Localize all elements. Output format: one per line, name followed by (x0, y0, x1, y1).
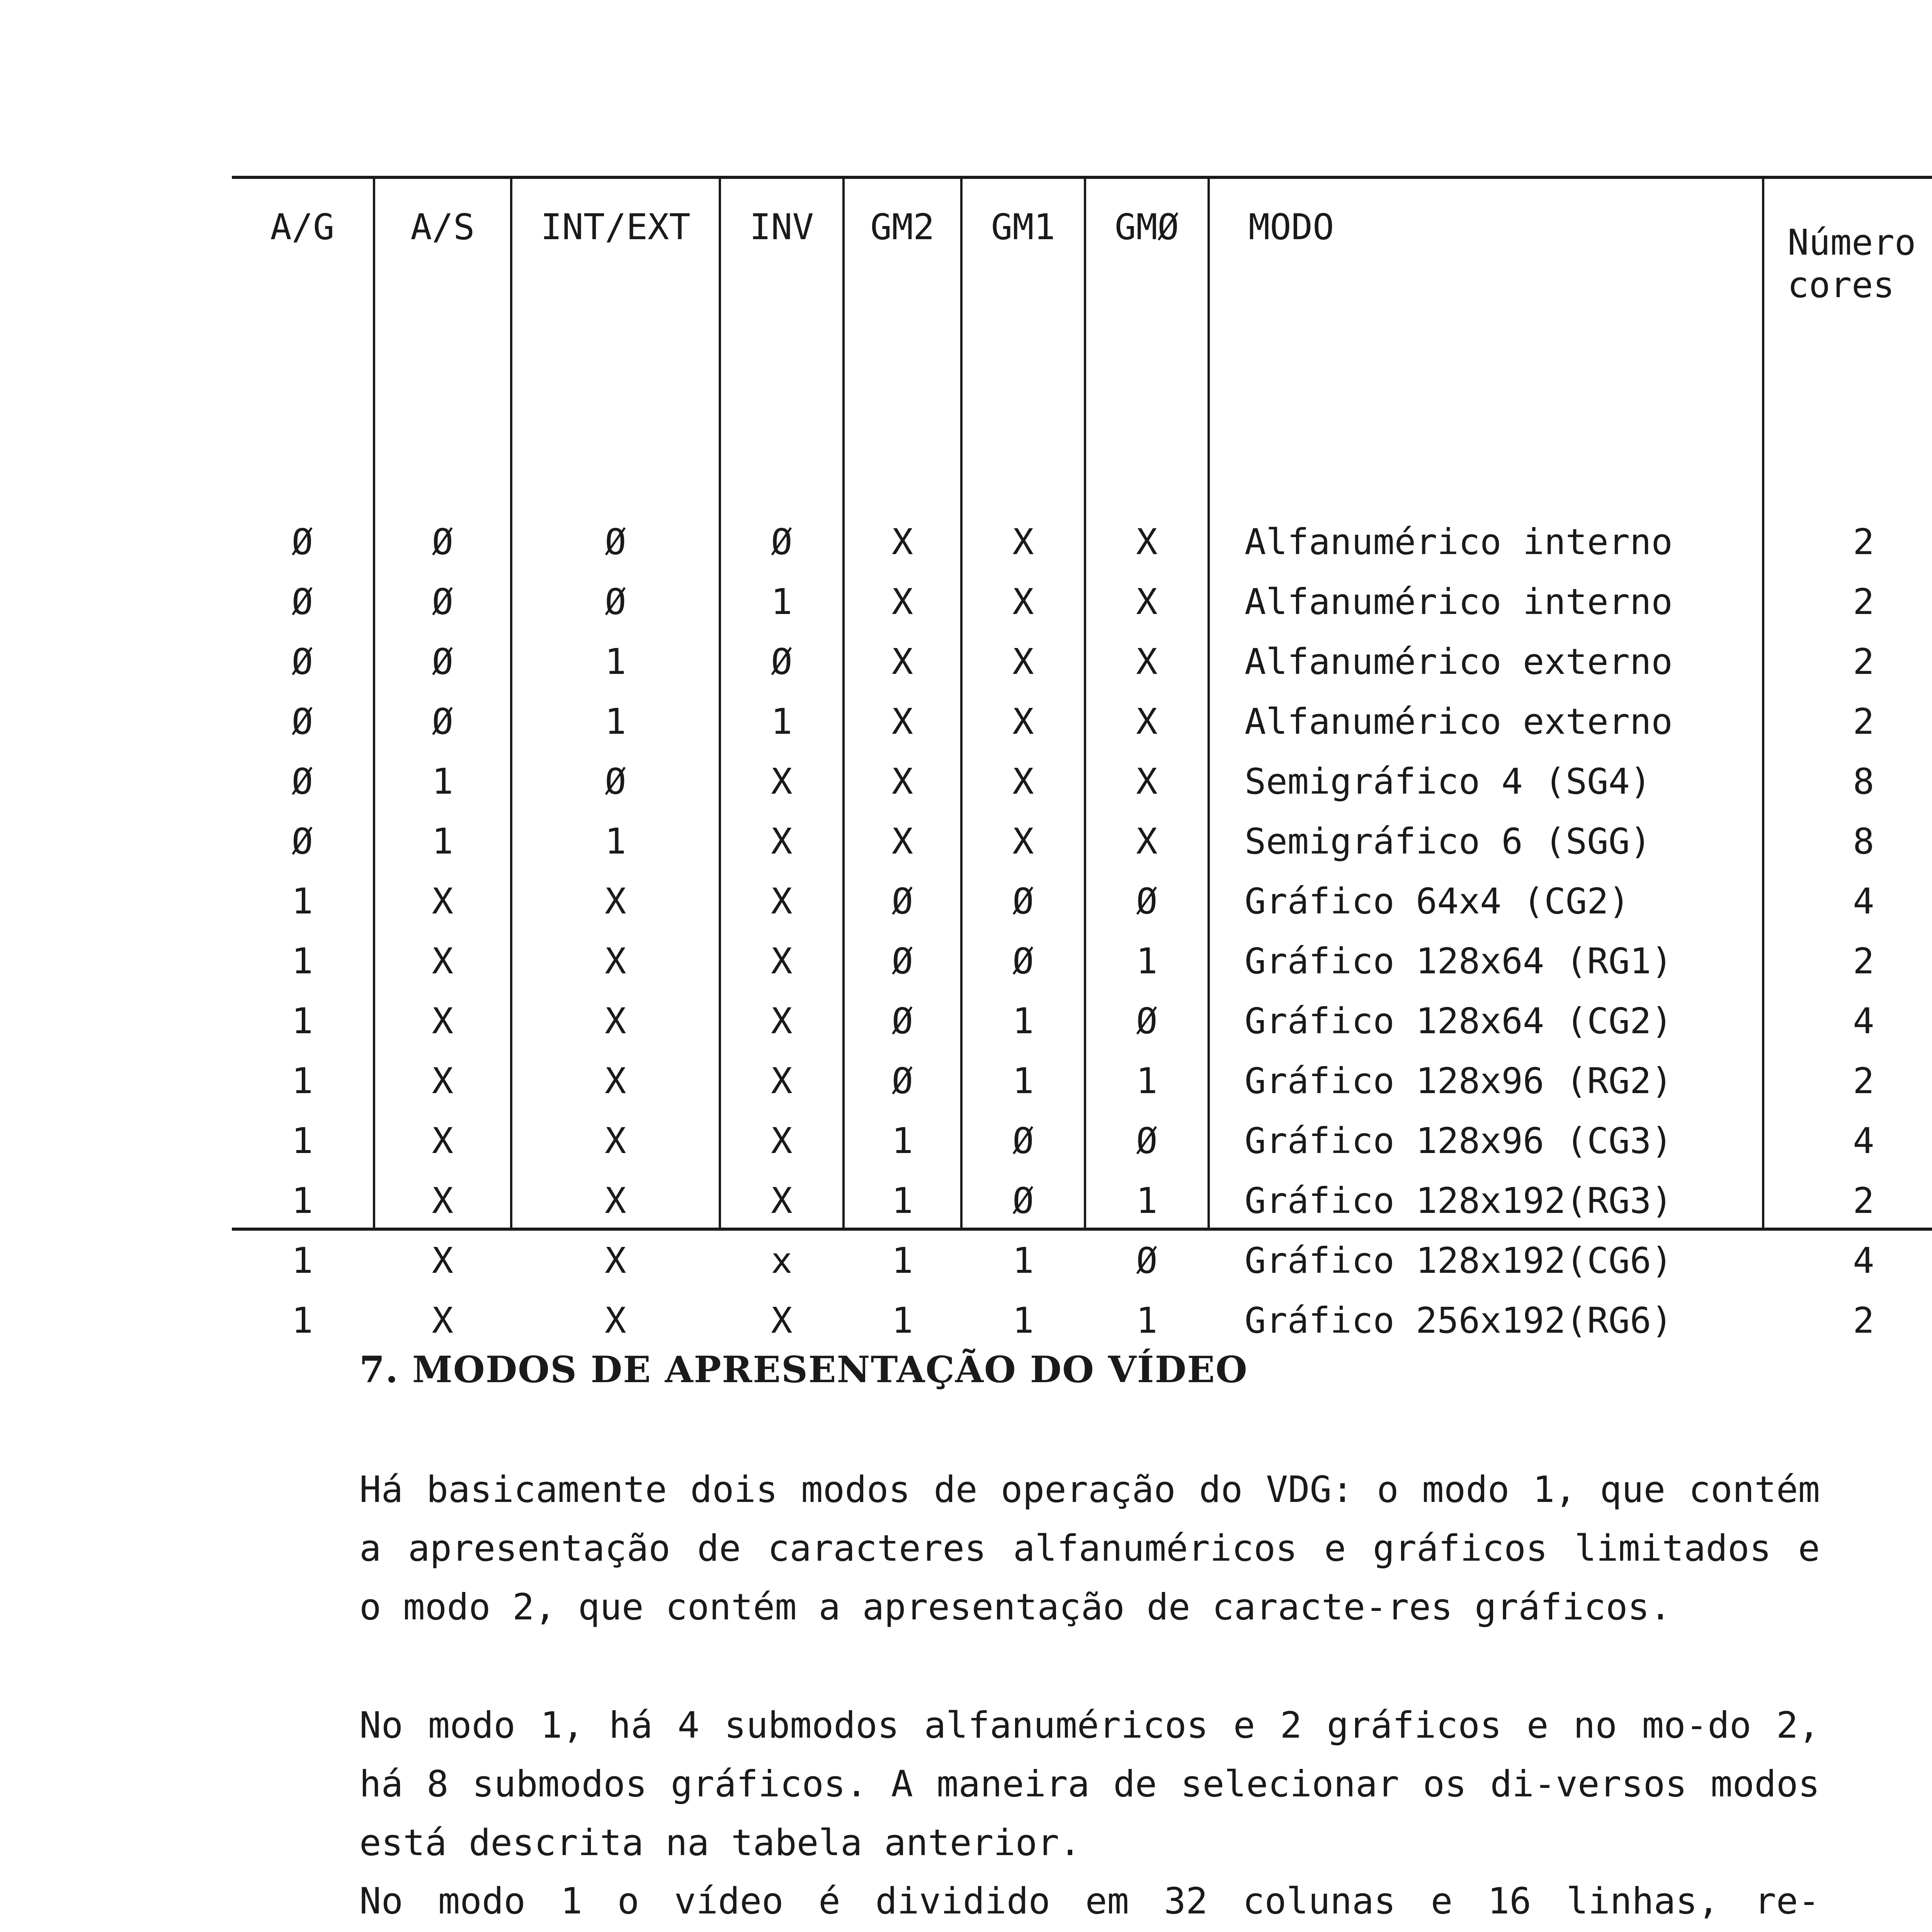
col-ag (232, 179, 373, 1341)
cell-cores: 4 (1853, 881, 1874, 922)
cell-inv: X (771, 821, 793, 862)
cell-as: Ø (432, 581, 454, 622)
cell-ag: 1 (291, 1180, 313, 1221)
cell-cores: 2 (1853, 1300, 1874, 1341)
cell-cores: 2 (1853, 1180, 1874, 1221)
col-gm0 (1084, 179, 1208, 1341)
cell-ag: 1 (291, 1300, 313, 1341)
cell-gm0: 1 (1136, 1300, 1158, 1341)
cell-gm1: X (1012, 521, 1034, 563)
cell-gm2: Ø (891, 940, 913, 982)
cell-intext: X (605, 1180, 626, 1221)
cell-as: X (432, 1240, 454, 1281)
cell-inv: 1 (771, 701, 793, 742)
cell-gm2: X (891, 581, 913, 622)
cell-gm1: Ø (1012, 940, 1034, 982)
header-intext: INT/EXT (541, 206, 690, 248)
cell-as: Ø (432, 521, 454, 563)
header-gm2: GM2 (870, 206, 935, 248)
cell-intext: 1 (605, 701, 626, 742)
cell-intext: X (605, 1000, 626, 1042)
cell-intext: X (605, 1060, 626, 1102)
cell-gm0: X (1136, 581, 1158, 622)
cell-gm0: 1 (1136, 1180, 1158, 1221)
cell-gm2: 1 (891, 1300, 913, 1341)
cell-inv: 1 (771, 581, 793, 622)
cell-as: Ø (432, 641, 454, 682)
cell-modo: Gráfico 128x192(RG3) (1245, 1180, 1673, 1221)
cell-ag: Ø (291, 521, 313, 563)
cell-inv: Ø (771, 521, 793, 563)
header-gm0: GMØ (1114, 206, 1179, 248)
cell-modo: Gráfico 256x192(RG6) (1245, 1300, 1673, 1341)
col-modo (1208, 179, 1762, 1341)
cell-inv: X (771, 1300, 793, 1341)
cell-gm0: X (1136, 761, 1158, 802)
cell-intext: Ø (605, 761, 626, 802)
cell-gm2: Ø (891, 1000, 913, 1042)
cell-inv: X (771, 1120, 793, 1162)
cell-modo: Gráfico 128x192(CG6) (1245, 1240, 1673, 1281)
cell-ag: 1 (291, 1120, 313, 1162)
cell-ag: Ø (291, 761, 313, 802)
cell-gm0: Ø (1136, 881, 1158, 922)
col-inv (719, 179, 842, 1341)
cell-gm0: X (1136, 821, 1158, 862)
cell-modo: Alfanumérico externo (1245, 701, 1673, 742)
paragraph-3: No modo 1 o vídeo é dividido em 32 colunas e 16 linhas, re- (359, 1880, 1820, 1922)
cell-as: X (432, 1000, 454, 1042)
cell-modo: Semigráfico 6 (SGG) (1245, 821, 1651, 862)
cell-ag: 1 (291, 1060, 313, 1102)
video-mode-table (232, 176, 1932, 1341)
col-gm2 (842, 179, 960, 1341)
cell-gm2: X (891, 701, 913, 742)
cell-inv: x (771, 1240, 793, 1281)
cell-modo: Gráfico 128x64 (CG2) (1245, 1000, 1673, 1042)
cell-inv: Ø (771, 641, 793, 682)
cell-gm1: 1 (1012, 1060, 1034, 1102)
cell-gm0: X (1136, 521, 1158, 563)
cell-intext: 1 (605, 641, 626, 682)
cell-gm2: Ø (891, 881, 913, 922)
cell-as: X (432, 1060, 454, 1102)
cell-cores: 2 (1853, 641, 1874, 682)
header-ag: A/G (270, 206, 335, 248)
cell-ag: 1 (291, 1240, 313, 1281)
cell-gm2: 1 (891, 1180, 913, 1221)
cell-as: Ø (432, 701, 454, 742)
cell-inv: X (771, 940, 793, 982)
cell-gm1: Ø (1012, 1120, 1034, 1162)
paragraph-2: No modo 1, há 4 submodos alfanuméricos e 2 gráficos e no mo-do 2, há 8 submodos gráficos. A maneira de selecionar os di-versos modos está descrita na tabela anterior. (359, 1704, 1820, 1864)
cell-gm0: 1 (1136, 1060, 1158, 1102)
cell-modo: Gráfico 128x96 (CG3) (1245, 1120, 1673, 1162)
cell-cores: 8 (1853, 821, 1874, 862)
cell-gm2: X (891, 641, 913, 682)
cell-as: 1 (432, 761, 454, 802)
cell-gm1: X (1012, 701, 1034, 742)
cell-gm1: Ø (1012, 1180, 1034, 1221)
header-gm1: GM1 (991, 206, 1056, 248)
cell-cores: 2 (1853, 701, 1874, 742)
cell-ag: Ø (291, 581, 313, 622)
cell-modo: Alfanumérico interno (1245, 581, 1673, 622)
cell-cores: 2 (1853, 581, 1874, 622)
cell-ag: Ø (291, 821, 313, 862)
cell-modo: Alfanumérico interno (1245, 521, 1673, 563)
cell-gm1: X (1012, 581, 1034, 622)
paragraph-1: Há basicamente dois modos de operação do VDG: o modo 1, que contém a apresentação de caracteres alfanuméricos e gráficos limitados e o modo 2, que contém a apresentação de caracte-res gráficos. (359, 1469, 1820, 1628)
cell-cores: 4 (1853, 1120, 1874, 1162)
cell-modo: Gráfico 128x64 (RG1) (1245, 940, 1673, 982)
cell-gm2: X (891, 821, 913, 862)
cell-gm1: 1 (1012, 1300, 1034, 1341)
header-as: A/S (410, 206, 475, 248)
cell-gm0: Ø (1136, 1120, 1158, 1162)
cell-gm1: X (1012, 641, 1034, 682)
cell-cores: 4 (1853, 1240, 1874, 1281)
cell-inv: X (771, 881, 793, 922)
cell-intext: X (605, 1240, 626, 1281)
cell-intext: X (605, 1120, 626, 1162)
cell-inv: X (771, 1180, 793, 1221)
cell-gm2: 1 (891, 1240, 913, 1281)
cell-intext: Ø (605, 581, 626, 622)
cell-gm0: Ø (1136, 1000, 1158, 1042)
cell-ag: 1 (291, 1000, 313, 1042)
cell-gm2: Ø (891, 1060, 913, 1102)
cell-cores: 2 (1853, 521, 1874, 563)
cell-cores: 8 (1853, 761, 1874, 802)
cell-as: X (432, 1180, 454, 1221)
section-title: 7. MODOS DE APRESENTAÇÃO DO VÍDEO (359, 1349, 1248, 1391)
cell-as: X (432, 881, 454, 922)
cell-inv: X (771, 1000, 793, 1042)
header-modo: MODO (1248, 206, 1334, 248)
header-cores: Número cores (1787, 222, 1916, 306)
cell-as: X (432, 1120, 454, 1162)
cell-cores: 2 (1853, 1060, 1874, 1102)
cell-gm0: X (1136, 641, 1158, 682)
col-as (373, 179, 510, 1341)
cell-ag: Ø (291, 641, 313, 682)
cell-intext: X (605, 940, 626, 982)
cell-modo: Alfanumérico externo (1245, 641, 1673, 682)
cell-cores: 4 (1853, 1000, 1874, 1042)
cell-cores: 2 (1853, 940, 1874, 982)
cell-intext: 1 (605, 821, 626, 862)
cell-gm1: 1 (1012, 1240, 1034, 1281)
header-inv: INV (749, 206, 814, 248)
col-cores (1762, 179, 1932, 1341)
cell-ag: Ø (291, 701, 313, 742)
cell-gm2: 1 (891, 1120, 913, 1162)
cell-gm2: X (891, 521, 913, 563)
cell-modo: Gráfico 128x96 (RG2) (1245, 1060, 1673, 1102)
cell-as: X (432, 1300, 454, 1341)
cell-intext: Ø (605, 521, 626, 563)
cell-inv: X (771, 761, 793, 802)
cell-gm1: 1 (1012, 1000, 1034, 1042)
cell-as: X (432, 940, 454, 982)
col-intext (510, 179, 719, 1341)
cell-intext: X (605, 1300, 626, 1341)
cell-gm2: X (891, 761, 913, 802)
cell-as: 1 (432, 821, 454, 862)
cell-modo: Gráfico 64x4 (CG2) (1245, 881, 1630, 922)
cell-gm1: X (1012, 821, 1034, 862)
cell-ag: 1 (291, 881, 313, 922)
cell-gm0: 1 (1136, 940, 1158, 982)
cell-intext: X (605, 881, 626, 922)
cell-gm0: Ø (1136, 1240, 1158, 1281)
cell-ag: 1 (291, 940, 313, 982)
cell-gm1: X (1012, 761, 1034, 802)
col-gm1 (960, 179, 1084, 1341)
cell-gm1: Ø (1012, 881, 1034, 922)
cell-modo: Semigráfico 4 (SG4) (1245, 761, 1651, 802)
cell-inv: X (771, 1060, 793, 1102)
cell-gm0: X (1136, 701, 1158, 742)
